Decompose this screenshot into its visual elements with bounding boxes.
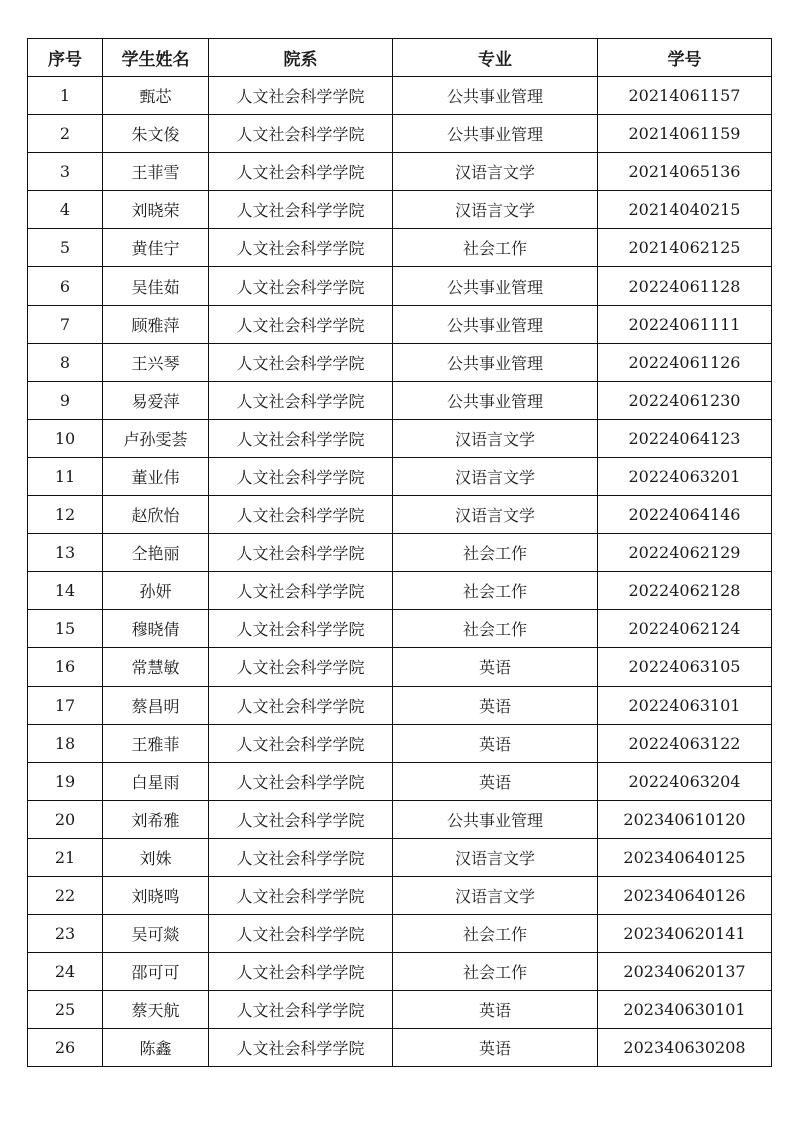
cell-student-name: 甄芯 xyxy=(103,77,209,115)
cell-major: 英语 xyxy=(393,648,598,686)
cell-major: 英语 xyxy=(393,762,598,800)
cell-department: 人文社会科学学院 xyxy=(209,419,393,457)
cell-department: 人文社会科学学院 xyxy=(209,115,393,153)
cell-department: 人文社会科学学院 xyxy=(209,915,393,953)
cell-student-id: 202340630208 xyxy=(598,1029,772,1067)
cell-index: 21 xyxy=(28,838,103,876)
cell-student-id: 20224063105 xyxy=(598,648,772,686)
cell-department: 人文社会科学学院 xyxy=(209,686,393,724)
cell-student-id: 20214040215 xyxy=(598,191,772,229)
cell-student-id: 20224062129 xyxy=(598,534,772,572)
table-row xyxy=(28,343,772,381)
cell-student-id: 20224062128 xyxy=(598,572,772,610)
cell-index: 16 xyxy=(28,648,103,686)
cell-index: 3 xyxy=(28,153,103,191)
cell-department: 人文社会科学学院 xyxy=(209,724,393,762)
cell-student-id: 20224063122 xyxy=(598,724,772,762)
cell-department: 人文社会科学学院 xyxy=(209,305,393,343)
cell-student-name: 陈鑫 xyxy=(103,1029,209,1067)
cell-index: 26 xyxy=(28,1029,103,1067)
cell-index: 23 xyxy=(28,915,103,953)
table-row xyxy=(28,77,772,115)
cell-student-name: 董业伟 xyxy=(103,457,209,495)
cell-student-name: 王兴琴 xyxy=(103,343,209,381)
header-student-id: 学号 xyxy=(598,39,772,77)
cell-index: 25 xyxy=(28,991,103,1029)
cell-student-name: 常慧敏 xyxy=(103,648,209,686)
cell-major: 公共事业管理 xyxy=(393,381,598,419)
cell-index: 13 xyxy=(28,534,103,572)
cell-student-id: 20224062124 xyxy=(598,610,772,648)
cell-major: 社会工作 xyxy=(393,534,598,572)
cell-index: 2 xyxy=(28,115,103,153)
cell-student-id: 202340610120 xyxy=(598,800,772,838)
cell-student-name: 蔡天航 xyxy=(103,991,209,1029)
cell-student-id: 202340640125 xyxy=(598,838,772,876)
cell-index: 20 xyxy=(28,800,103,838)
table-row xyxy=(28,762,772,800)
cell-department: 人文社会科学学院 xyxy=(209,77,393,115)
table-row xyxy=(28,800,772,838)
cell-major: 公共事业管理 xyxy=(393,343,598,381)
cell-major: 社会工作 xyxy=(393,915,598,953)
cell-major: 公共事业管理 xyxy=(393,800,598,838)
cell-major: 英语 xyxy=(393,991,598,1029)
cell-index: 22 xyxy=(28,876,103,914)
cell-department: 人文社会科学学院 xyxy=(209,572,393,610)
cell-student-name: 吴可燚 xyxy=(103,915,209,953)
cell-student-name: 顾雅萍 xyxy=(103,305,209,343)
cell-index: 24 xyxy=(28,953,103,991)
cell-department: 人文社会科学学院 xyxy=(209,991,393,1029)
table-row xyxy=(28,191,772,229)
cell-major: 汉语言文学 xyxy=(393,496,598,534)
cell-department: 人文社会科学学院 xyxy=(209,229,393,267)
table-row xyxy=(28,457,772,495)
cell-index: 5 xyxy=(28,229,103,267)
cell-department: 人文社会科学学院 xyxy=(209,191,393,229)
cell-index: 18 xyxy=(28,724,103,762)
cell-student-id: 202340620137 xyxy=(598,953,772,991)
table-row xyxy=(28,876,772,914)
cell-major: 汉语言文学 xyxy=(393,457,598,495)
cell-major: 汉语言文学 xyxy=(393,191,598,229)
cell-student-id: 20224061230 xyxy=(598,381,772,419)
roster-sheet xyxy=(27,38,771,1067)
cell-index: 4 xyxy=(28,191,103,229)
cell-student-id: 202340640126 xyxy=(598,876,772,914)
cell-student-id: 20214065136 xyxy=(598,153,772,191)
cell-student-id: 20214061157 xyxy=(598,77,772,115)
cell-student-name: 孙妍 xyxy=(103,572,209,610)
cell-student-name: 蔡昌明 xyxy=(103,686,209,724)
cell-major: 英语 xyxy=(393,724,598,762)
table-row xyxy=(28,305,772,343)
cell-student-name: 黄佳宁 xyxy=(103,229,209,267)
table-row xyxy=(28,534,772,572)
cell-major: 社会工作 xyxy=(393,572,598,610)
cell-department: 人文社会科学学院 xyxy=(209,648,393,686)
table-row xyxy=(28,419,772,457)
cell-department: 人文社会科学学院 xyxy=(209,800,393,838)
header-major: 专业 xyxy=(393,39,598,77)
cell-student-name: 卢孙雯荟 xyxy=(103,419,209,457)
table-row xyxy=(28,724,772,762)
header-index: 序号 xyxy=(28,39,103,77)
cell-major: 公共事业管理 xyxy=(393,267,598,305)
cell-index: 7 xyxy=(28,305,103,343)
table-body xyxy=(28,77,772,1067)
table-row xyxy=(28,496,772,534)
cell-student-id: 20224063204 xyxy=(598,762,772,800)
table-row xyxy=(28,953,772,991)
cell-student-id: 20224064146 xyxy=(598,496,772,534)
cell-major: 汉语言文学 xyxy=(393,153,598,191)
cell-student-name: 朱文俊 xyxy=(103,115,209,153)
table-row xyxy=(28,115,772,153)
cell-index: 15 xyxy=(28,610,103,648)
cell-student-id: 20224063201 xyxy=(598,457,772,495)
cell-index: 1 xyxy=(28,77,103,115)
cell-student-name: 穆晓倩 xyxy=(103,610,209,648)
table-row xyxy=(28,1029,772,1067)
cell-student-name: 吴佳茹 xyxy=(103,267,209,305)
cell-student-id: 20224061128 xyxy=(598,267,772,305)
table-row xyxy=(28,648,772,686)
cell-major: 汉语言文学 xyxy=(393,838,598,876)
cell-student-id: 202340630101 xyxy=(598,991,772,1029)
cell-student-id: 20214061159 xyxy=(598,115,772,153)
cell-student-name: 王菲雪 xyxy=(103,153,209,191)
cell-student-id: 20224061126 xyxy=(598,343,772,381)
cell-major: 英语 xyxy=(393,686,598,724)
cell-department: 人文社会科学学院 xyxy=(209,343,393,381)
cell-student-name: 王雅菲 xyxy=(103,724,209,762)
cell-major: 公共事业管理 xyxy=(393,77,598,115)
student-roster-table xyxy=(27,38,772,1067)
cell-student-name: 邵可可 xyxy=(103,953,209,991)
table-row xyxy=(28,229,772,267)
cell-department: 人文社会科学学院 xyxy=(209,1029,393,1067)
table-row xyxy=(28,610,772,648)
cell-index: 9 xyxy=(28,381,103,419)
cell-major: 英语 xyxy=(393,1029,598,1067)
table-row xyxy=(28,267,772,305)
cell-index: 17 xyxy=(28,686,103,724)
cell-major: 汉语言文学 xyxy=(393,876,598,914)
cell-student-name: 刘晓鸣 xyxy=(103,876,209,914)
cell-student-name: 刘希雅 xyxy=(103,800,209,838)
cell-index: 10 xyxy=(28,419,103,457)
cell-department: 人文社会科学学院 xyxy=(209,876,393,914)
header-department: 院系 xyxy=(209,39,393,77)
cell-department: 人文社会科学学院 xyxy=(209,534,393,572)
cell-department: 人文社会科学学院 xyxy=(209,381,393,419)
cell-major: 社会工作 xyxy=(393,953,598,991)
cell-major: 公共事业管理 xyxy=(393,305,598,343)
cell-student-name: 赵欣怡 xyxy=(103,496,209,534)
cell-department: 人文社会科学学院 xyxy=(209,610,393,648)
cell-student-id: 20214062125 xyxy=(598,229,772,267)
cell-department: 人文社会科学学院 xyxy=(209,838,393,876)
table-row xyxy=(28,381,772,419)
cell-student-name: 刘姝 xyxy=(103,838,209,876)
table-row xyxy=(28,686,772,724)
cell-index: 11 xyxy=(28,457,103,495)
table-row xyxy=(28,991,772,1029)
cell-major: 公共事业管理 xyxy=(393,115,598,153)
cell-student-name: 白星雨 xyxy=(103,762,209,800)
cell-index: 8 xyxy=(28,343,103,381)
cell-index: 6 xyxy=(28,267,103,305)
header-student-name: 学生姓名 xyxy=(103,39,209,77)
table-row xyxy=(28,572,772,610)
cell-index: 12 xyxy=(28,496,103,534)
cell-student-id: 20224064123 xyxy=(598,419,772,457)
table-row xyxy=(28,915,772,953)
cell-major: 社会工作 xyxy=(393,229,598,267)
cell-major: 汉语言文学 xyxy=(393,419,598,457)
cell-student-name: 刘晓荣 xyxy=(103,191,209,229)
table-row xyxy=(28,838,772,876)
cell-major: 社会工作 xyxy=(393,610,598,648)
cell-student-name: 易爱萍 xyxy=(103,381,209,419)
cell-department: 人文社会科学学院 xyxy=(209,496,393,534)
cell-department: 人文社会科学学院 xyxy=(209,153,393,191)
cell-department: 人文社会科学学院 xyxy=(209,457,393,495)
cell-student-id: 20224063101 xyxy=(598,686,772,724)
cell-student-id: 202340620141 xyxy=(598,915,772,953)
cell-student-name: 仝艳丽 xyxy=(103,534,209,572)
cell-student-id: 20224061111 xyxy=(598,305,772,343)
cell-index: 19 xyxy=(28,762,103,800)
header-row xyxy=(28,39,772,77)
cell-department: 人文社会科学学院 xyxy=(209,953,393,991)
cell-index: 14 xyxy=(28,572,103,610)
cell-department: 人文社会科学学院 xyxy=(209,267,393,305)
cell-department: 人文社会科学学院 xyxy=(209,762,393,800)
table-row xyxy=(28,153,772,191)
